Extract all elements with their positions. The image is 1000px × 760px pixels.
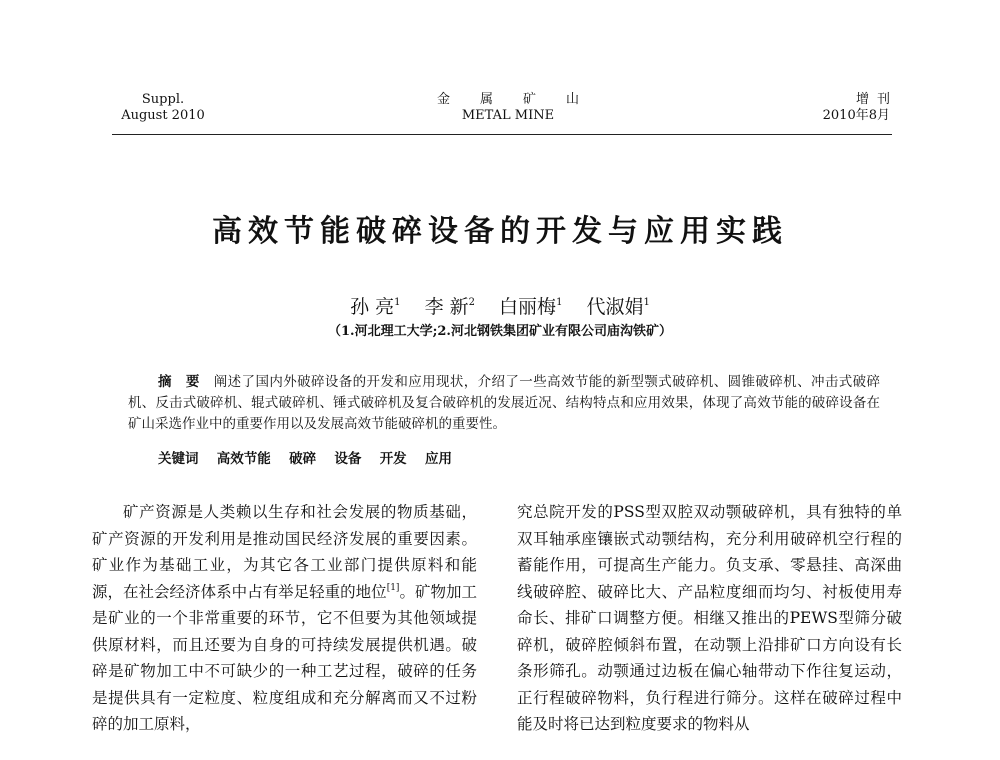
issue-date-cn: 2010年8月 bbox=[822, 108, 890, 123]
citation: [1] bbox=[386, 582, 400, 593]
body-column-right bbox=[517, 499, 902, 738]
abstract-label: 摘要 bbox=[158, 374, 214, 390]
keywords bbox=[158, 449, 878, 469]
paper-title: 高效节能破碎设备的开发与应用实践 bbox=[212, 214, 788, 249]
affiliations: （1.河北理工大学;2.河北钢铁集团矿业有限公司庙沟铁矿） bbox=[328, 324, 672, 339]
header-rule bbox=[112, 134, 892, 135]
keyword: 高效节能 bbox=[216, 451, 271, 467]
issue-date-en: August 2010 bbox=[121, 108, 205, 123]
body-paragraph: 矿产资源是人类赖以生存和社会发展的物质基础，矿产资源的开发利用是推动国民经济发展的重要因素。矿业作为基础工业，为其它各工业部门提供原料和能源，在社会经济体系中占有举足轻重的地位[1]。矿物加工是矿业的一个非常重要的环节，它不但要为其他领域提供原材料，而且还要为自身的可持续发展提供机遇。破碎是矿物加工中不可缺少的一种工艺过程，破碎的任务是提供具有一定粒度、粒度组成和充分解离而又不过粉碎的加工原料， bbox=[92, 503, 477, 733]
body-paragraph: 究总院开发的PSS型双腔双动颚破碎机，具有独特的单双耳轴承座镶嵌式动颚结构，充分利用破碎机空行程的蓄能作用，可提高生产能力。负支承、零悬挂、高深曲线破碎腔、破碎比大、产品粒度细而均匀、衬板使用寿命长、排矿口调整方便。相继又推出的PEWS型筛分破碎机，破碎腔倾斜布置，在动颚上沿排矿口方向设有长条形筛孔。动颚通过边板在偏心轴带动下作往复运动，正行程破碎物料，负行程进行筛分。这样在破碎过程中能及时将已达到粒度要求的物料从 bbox=[517, 503, 902, 733]
running-header-right bbox=[800, 92, 898, 124]
body-column-left bbox=[92, 499, 477, 738]
author: 孙 亮$^1$ bbox=[350, 296, 401, 318]
author: 李 新$^2$ bbox=[424, 296, 475, 318]
running-header-left bbox=[118, 92, 208, 124]
keyword: 破碎 bbox=[289, 451, 317, 467]
supplement-label-cn: 增刊 bbox=[855, 92, 898, 107]
author: 代淑娟$^1$ bbox=[586, 296, 650, 318]
abstract-text: 阐述了国内外破碎设备的开发和应用现状，介绍了一些高效节能的新型颚式破碎机、圆锥破碎机、冲击式破碎机、反击式破碎机、辊式破碎机、锤式破碎机及复合破碎机的发展近况、结构特点和应用效果，体现了高效节能的破碎设备在矿山采选作业中的重要作用以及发展高效节能破碎机的重要性。 bbox=[128, 374, 881, 432]
author: 白丽梅$^1$ bbox=[499, 296, 563, 318]
supplement-label: Suppl. bbox=[141, 92, 185, 107]
abstract bbox=[128, 372, 880, 435]
keyword: 开发 bbox=[379, 451, 407, 467]
author-list bbox=[120, 295, 880, 319]
keyword: 应用 bbox=[424, 451, 452, 467]
journal-name-cn: 金属矿山 bbox=[436, 92, 609, 107]
running-header-center bbox=[420, 92, 609, 124]
journal-name-en: METAL MINE bbox=[461, 108, 555, 123]
keywords-label: 关键词 bbox=[158, 451, 199, 467]
keyword: 设备 bbox=[334, 451, 362, 467]
